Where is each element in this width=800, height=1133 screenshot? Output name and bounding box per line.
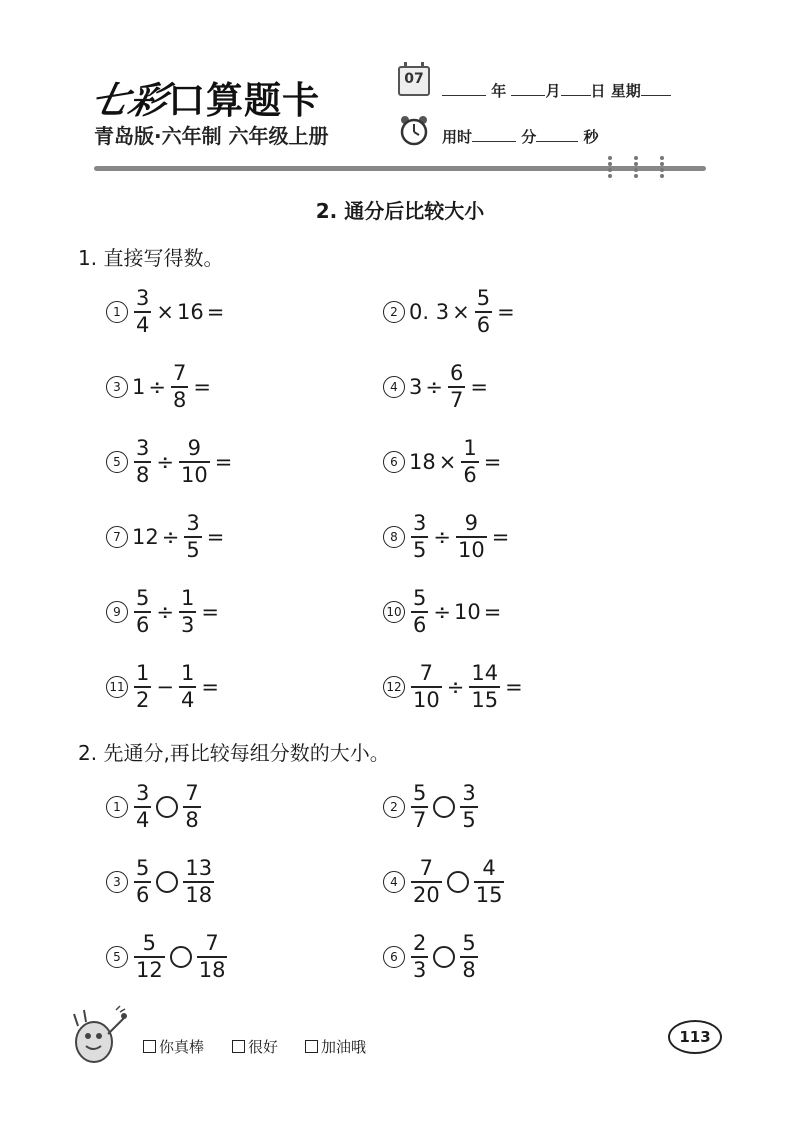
- problem-number: 12: [383, 676, 405, 698]
- problem-item: [106, 657, 222, 717]
- numerator: 1: [463, 436, 477, 460]
- fraction: [460, 933, 477, 981]
- problem-item: [383, 282, 518, 342]
- brand-title: 口算题卡: [168, 78, 320, 122]
- operator: ÷: [156, 450, 174, 474]
- number: 1: [132, 375, 146, 399]
- fraction: [171, 363, 188, 411]
- checkbox-icon[interactable]: [305, 1040, 318, 1053]
- calendar-number: 07: [404, 71, 424, 87]
- rating-label: 很好: [248, 1038, 279, 1056]
- fraction: [179, 438, 210, 486]
- numerator: 6: [449, 361, 464, 385]
- operator: =: [491, 525, 510, 549]
- operator: ÷: [425, 375, 443, 399]
- denominator: 6: [136, 883, 150, 907]
- problem-item: [383, 927, 480, 987]
- calendar-icon: [398, 66, 430, 96]
- denominator: 2: [136, 688, 150, 712]
- weekday-blank[interactable]: [641, 81, 671, 96]
- numerator: 7: [172, 361, 187, 385]
- problem-number: 4: [383, 376, 405, 398]
- numerator: 4: [482, 856, 496, 880]
- denominator: 10: [413, 688, 440, 712]
- numerator: 5: [462, 931, 476, 955]
- numerator: 3: [413, 511, 427, 535]
- denominator: 5: [413, 538, 427, 562]
- numerator: 7: [419, 661, 434, 685]
- number: 0. 3: [409, 300, 450, 324]
- checkbox-icon[interactable]: [143, 1040, 156, 1053]
- problem-item: [106, 357, 214, 417]
- minutes-label: 分: [521, 128, 537, 146]
- fraction: [460, 783, 477, 831]
- problem-item: [383, 432, 504, 492]
- seconds-blank[interactable]: [536, 127, 578, 142]
- denominator: 5: [186, 538, 200, 562]
- numerator: 1: [180, 586, 195, 610]
- denominator: 10: [180, 463, 208, 487]
- fraction: [475, 288, 492, 336]
- problem-number: 3: [106, 376, 128, 398]
- numerator: 3: [186, 511, 200, 535]
- denominator: 8: [172, 388, 187, 412]
- fraction: [134, 663, 151, 711]
- problem-item: [383, 357, 491, 417]
- numerator: 1: [180, 661, 195, 685]
- numerator: 5: [136, 586, 150, 610]
- mascot-illustration: [68, 1004, 130, 1070]
- fraction: [461, 438, 478, 486]
- operator: ÷: [433, 600, 451, 624]
- denominator: 12: [136, 958, 163, 982]
- compare-circle[interactable]: [433, 946, 455, 968]
- operator: =: [214, 450, 233, 474]
- fraction: [134, 288, 151, 336]
- denominator: 4: [136, 808, 150, 832]
- problem-number: 11: [106, 676, 128, 698]
- page-title: 2. 通分后比较大小: [315, 199, 485, 223]
- denominator: 4: [180, 688, 195, 712]
- problem-number: 1: [106, 301, 128, 323]
- numerator: 5: [476, 286, 491, 310]
- fraction: [411, 933, 428, 981]
- month-label: 月: [545, 82, 561, 100]
- operator: =: [483, 450, 502, 474]
- problem-item: [106, 777, 203, 837]
- problem-item: [106, 282, 227, 342]
- seconds-label: 秒: [583, 128, 599, 146]
- numerator: 7: [185, 781, 199, 805]
- denominator: 10: [457, 538, 485, 562]
- operator: ÷: [156, 600, 174, 624]
- brand-script: 七彩: [86, 78, 173, 122]
- problem-item: [383, 657, 526, 717]
- edition-label: 青岛版·六年制 六年级上册: [94, 124, 329, 148]
- problem-item: [106, 927, 229, 987]
- denominator: 8: [462, 958, 476, 982]
- section2-heading: 2. 先通分,再比较每组分数的大小。: [78, 741, 390, 765]
- numerator: 5: [136, 856, 150, 880]
- compare-circle[interactable]: [447, 871, 469, 893]
- month-blank[interactable]: [511, 81, 545, 96]
- rating-label: 加油哦: [321, 1038, 367, 1056]
- numerator: 7: [205, 931, 219, 955]
- numerator: 7: [419, 856, 434, 880]
- number: 16: [176, 300, 204, 324]
- page-number: 113: [668, 1020, 722, 1054]
- checkbox-icon[interactable]: [232, 1040, 245, 1053]
- fraction: [469, 663, 500, 711]
- problem-item: [383, 852, 506, 912]
- number: 18: [409, 450, 436, 474]
- operator: ÷: [161, 525, 180, 549]
- fraction: [411, 783, 428, 831]
- operator: =: [201, 675, 219, 699]
- numerator: 13: [185, 856, 213, 880]
- operator: =: [470, 375, 488, 399]
- number: 3: [409, 375, 423, 399]
- operator: =: [193, 375, 211, 399]
- fraction: [411, 858, 442, 906]
- denominator: 18: [198, 958, 226, 982]
- fraction: [197, 933, 228, 981]
- operator: =: [206, 300, 225, 324]
- rating-option-good[interactable]: [232, 1036, 278, 1057]
- divider-marker: [608, 156, 612, 178]
- fraction: [456, 513, 487, 561]
- compare-circle[interactable]: [156, 871, 178, 893]
- denominator: 3: [180, 613, 195, 637]
- fraction: [134, 933, 165, 981]
- operator: ÷: [148, 375, 166, 399]
- fraction: [448, 363, 465, 411]
- day-label: 日: [590, 82, 606, 100]
- denominator: 3: [413, 958, 427, 982]
- numerator: 1: [136, 661, 150, 685]
- operator: −: [156, 675, 174, 699]
- rating-option-keep-going[interactable]: [305, 1036, 366, 1057]
- fraction: [134, 783, 151, 831]
- fraction: [134, 588, 151, 636]
- numerator: 3: [136, 781, 150, 805]
- numerator: 2: [413, 931, 427, 955]
- divider-marker: [660, 156, 664, 178]
- compare-circle[interactable]: [170, 946, 192, 968]
- problem-number: 6: [383, 946, 405, 968]
- problem-number: 5: [106, 451, 128, 473]
- number: 12: [132, 525, 159, 549]
- problem-number: 2: [383, 301, 405, 323]
- divider-marker: [634, 156, 638, 178]
- year-blank[interactable]: [442, 81, 486, 96]
- denominator: 15: [475, 883, 503, 907]
- compare-circle[interactable]: [433, 796, 455, 818]
- denominator: 5: [462, 808, 476, 832]
- problem-number: 3: [106, 871, 128, 893]
- time-used-label: 用时: [442, 128, 473, 146]
- compare-circle[interactable]: [156, 796, 178, 818]
- minutes-blank[interactable]: [472, 127, 516, 142]
- date-fill-line: [442, 80, 671, 101]
- fraction: [179, 663, 196, 711]
- operator: =: [483, 600, 502, 624]
- fraction: [411, 663, 442, 711]
- denominator: 6: [413, 613, 427, 637]
- denominator: 6: [476, 313, 491, 337]
- fraction: [474, 858, 505, 906]
- problem-number: 1: [106, 796, 128, 818]
- problem-item: [106, 507, 227, 567]
- fraction: [183, 783, 200, 831]
- fraction: [134, 438, 151, 486]
- problem-number: 7: [106, 526, 128, 548]
- numerator: 5: [413, 586, 427, 610]
- problem-item: [383, 582, 504, 642]
- operator: =: [206, 525, 225, 549]
- denominator: 20: [413, 883, 440, 907]
- problem-item: [106, 432, 235, 492]
- problem-number: 5: [106, 946, 128, 968]
- year-label: 年: [491, 82, 507, 100]
- time-fill-line: [442, 126, 599, 147]
- fraction: [411, 513, 428, 561]
- numerator: 14: [471, 661, 499, 685]
- rating-label: 你真棒: [159, 1038, 205, 1056]
- denominator: 18: [185, 883, 213, 907]
- denominator: 7: [449, 388, 464, 412]
- operator: ÷: [433, 525, 451, 549]
- problem-item: [106, 582, 222, 642]
- day-blank[interactable]: [561, 81, 591, 96]
- number: 10: [453, 600, 481, 624]
- numerator: 5: [142, 931, 157, 955]
- problem-number: 2: [383, 796, 405, 818]
- numerator: 3: [136, 436, 150, 460]
- operator: ×: [452, 300, 470, 324]
- numerator: 3: [462, 781, 476, 805]
- numerator: 5: [413, 781, 427, 805]
- denominator: 8: [185, 808, 199, 832]
- problem-number: 4: [383, 871, 405, 893]
- fraction: [134, 858, 151, 906]
- denominator: 6: [136, 613, 150, 637]
- header-divider: [94, 166, 706, 171]
- denominator: 6: [463, 463, 477, 487]
- brand-logo: [86, 70, 320, 124]
- fraction: [183, 858, 214, 906]
- numerator: 9: [464, 511, 479, 535]
- numerator: 9: [187, 436, 202, 460]
- operator: ×: [438, 450, 457, 474]
- operator: ×: [156, 300, 174, 324]
- problem-number: 9: [106, 601, 128, 623]
- fraction: [179, 588, 196, 636]
- problem-number: 6: [383, 451, 405, 473]
- fraction: [411, 588, 428, 636]
- fraction: [184, 513, 201, 561]
- section1-heading: 1. 直接写得数。: [78, 246, 224, 270]
- weekday-label: 星期: [610, 82, 641, 100]
- problem-number: 8: [383, 526, 405, 548]
- operator: =: [201, 600, 219, 624]
- operator: =: [497, 300, 515, 324]
- denominator: 15: [471, 688, 499, 712]
- problem-item: [383, 777, 480, 837]
- denominator: 7: [413, 808, 427, 832]
- denominator: 4: [136, 313, 150, 337]
- problem-number: 10: [383, 601, 405, 623]
- numerator: 3: [136, 286, 150, 310]
- operator: =: [505, 675, 523, 699]
- problem-item: [106, 852, 216, 912]
- rating-option-great[interactable]: [143, 1036, 204, 1057]
- clock-icon: [398, 114, 430, 146]
- denominator: 8: [136, 463, 150, 487]
- operator: ÷: [446, 675, 465, 699]
- problem-item: [383, 507, 512, 567]
